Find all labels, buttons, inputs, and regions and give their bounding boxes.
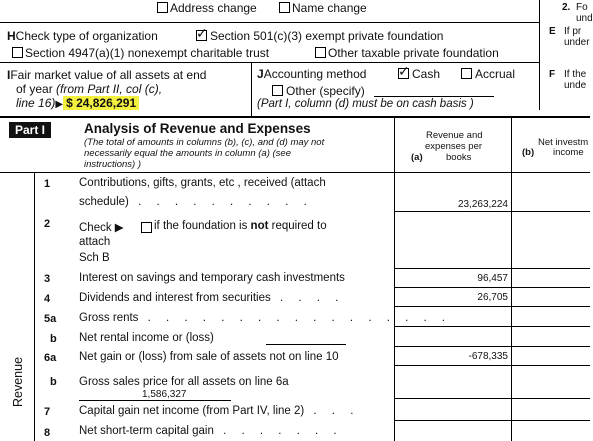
right-item-2-text2: und — [576, 13, 593, 24]
right-item-2-text: Fo — [576, 2, 588, 13]
accrual-checkbox[interactable] — [461, 68, 472, 79]
row-8-text-label: Net short-term capital gain — [79, 425, 214, 437]
row-4-text: Dividends and interest from securities . . . . — [79, 292, 345, 304]
section-i-arrow: ▶ — [55, 99, 64, 110]
col-a-header-2: expenses per — [425, 141, 483, 152]
row-5a-text: Gross rents . . . . . . . . . . . . . . . . . — [79, 312, 452, 324]
section-i-line1 — [7, 68, 206, 82]
section-4947-label: Section 4947(a)(1) nonexempt charitable trust — [25, 46, 270, 60]
row-5a-num: 5a — [44, 313, 57, 325]
row-7-text-label: Capital gain net income (from Part IV, line 2) — [79, 405, 305, 417]
row-2-num: 2 — [44, 218, 51, 230]
row-6b-subvalue: 1,586,327 — [142, 389, 187, 400]
row-2-text-b: if the foundation is — [154, 220, 251, 232]
row-4-num: 4 — [44, 293, 51, 305]
right-item-e-text: If pr — [564, 26, 582, 37]
accrual-label: Accrual — [475, 67, 516, 81]
section-j-note: (Part I, column (d) must be on cash basis ) — [257, 98, 474, 110]
row-2-text-a: Check — [79, 222, 115, 234]
row-1-num: 1 — [44, 178, 51, 190]
row-6b-field[interactable] — [79, 400, 231, 401]
other-taxable-label: Other taxable private foundation — [328, 46, 499, 60]
section-501c3-checkbox[interactable] — [196, 30, 207, 41]
row-6a-value: -678,335 — [468, 351, 508, 362]
section-i-letter: I — [7, 68, 11, 82]
section-h-letter: H — [7, 29, 16, 43]
part-badge: Part I — [9, 122, 51, 138]
row-5a-text-label: Gross rents — [79, 312, 139, 324]
col-a-letter: (a) — [411, 152, 423, 163]
section-j — [257, 67, 366, 81]
right-item-e-text2: under — [564, 37, 590, 48]
row-8-text: Net short-term capital gain . . . . . . . — [79, 425, 343, 437]
col-b-header-1: Net investm — [538, 137, 589, 148]
row-5b-field[interactable] — [266, 344, 346, 345]
row-4-text-label: Dividends and interest from securities — [79, 292, 271, 304]
row-2-text — [79, 220, 124, 234]
section-501c3-label: Section 501(c)(3) exempt private foundation — [210, 29, 444, 43]
row-3-value: 96,457 — [477, 273, 508, 284]
row-7-text: Capital gain net income (from Part IV, line 2) . . . — [79, 405, 360, 417]
section-i-text1: Fair market value of all assets at end — [10, 68, 207, 82]
name-change-checkbox[interactable] — [279, 2, 290, 13]
right-item-e: E — [549, 26, 556, 37]
revenue-side-label: Revenue — [11, 356, 25, 407]
section-h-title: Check type of organization — [15, 29, 158, 43]
row-1-text: Contributions, gifts, grants, etc , received (attach — [79, 177, 326, 189]
row-5b-text: Net rental income or (loss) — [79, 332, 214, 344]
row-8-num: 8 — [44, 427, 51, 439]
other-taxable-checkbox[interactable] — [315, 47, 326, 58]
row-1-value: 23,263,224 — [457, 199, 508, 210]
row-2-text3: Sch B — [79, 252, 110, 264]
row-3-text: Interest on savings and temporary cash investments — [79, 272, 345, 284]
section-j-letter: J — [257, 67, 264, 81]
row-4-value: 26,705 — [477, 292, 508, 303]
row-2-arrow: ▶ — [114, 222, 124, 234]
col-a-header-3: books — [446, 152, 472, 163]
col-a-header-1: Revenue and — [426, 130, 483, 141]
row-7-num: 7 — [44, 406, 51, 418]
other-method-label: Other (specify) — [286, 84, 365, 98]
section-i-line2 — [16, 82, 162, 96]
row-2-text-c: required to — [268, 220, 327, 232]
col-b-letter: (b) — [522, 147, 535, 158]
row-2-text2: attach — [79, 236, 111, 248]
section-j-title: Accounting method — [263, 67, 367, 81]
section-4947-checkbox[interactable] — [12, 47, 23, 58]
row-1-text2-label: schedule) — [79, 196, 129, 208]
part-subtitle-2: necessarily equal the amounts in column (a) (see — [84, 148, 291, 159]
right-item-2: 2. — [562, 2, 571, 13]
row-3-num: 3 — [44, 273, 51, 285]
other-method-checkbox[interactable] — [272, 85, 283, 96]
row-6a-text: Net gain or (loss) from sale of assets not on line 10 — [79, 351, 339, 363]
part-subtitle-3: instructions) ) — [84, 159, 142, 170]
name-change-label: Name change — [292, 1, 367, 15]
cash-label: Cash — [412, 67, 441, 81]
section-i-line3 — [16, 96, 139, 110]
right-item-f: F — [549, 69, 556, 80]
other-method-field[interactable] — [374, 96, 494, 97]
right-item-f-text: If the — [564, 69, 587, 80]
row-6a-num: 6a — [44, 352, 57, 364]
fair-market-value: $ 24,826,291 — [63, 96, 139, 110]
section-i-text3: line 16) — [16, 96, 56, 110]
cash-checkbox[interactable] — [398, 68, 409, 79]
row-6b-text: Gross sales price for all assets on line 6a — [79, 376, 289, 388]
row-6b-num: b — [50, 376, 57, 388]
section-i-text2b: (from Part II, col (c), — [56, 82, 163, 96]
row-2-text-rest — [154, 220, 327, 232]
section-i-text2a: of year — [16, 82, 57, 96]
row-1-text2: schedule) . . . . . . . . . . — [79, 196, 313, 208]
part-subtitle-1: (The total of amounts in columns (b), (c), and (d) may not — [84, 137, 325, 148]
col-b-header-2: income — [553, 147, 584, 158]
section-h — [7, 29, 158, 43]
address-change-checkbox[interactable] — [157, 2, 168, 13]
row-2-text-bold: not — [250, 220, 269, 232]
row-5b-num: b — [50, 333, 57, 345]
part-title: Analysis of Revenue and Expenses — [84, 121, 311, 136]
right-item-f-text2: unde — [564, 80, 587, 91]
row-2-checkbox[interactable] — [141, 222, 152, 233]
address-change-label: Address change — [170, 1, 257, 15]
